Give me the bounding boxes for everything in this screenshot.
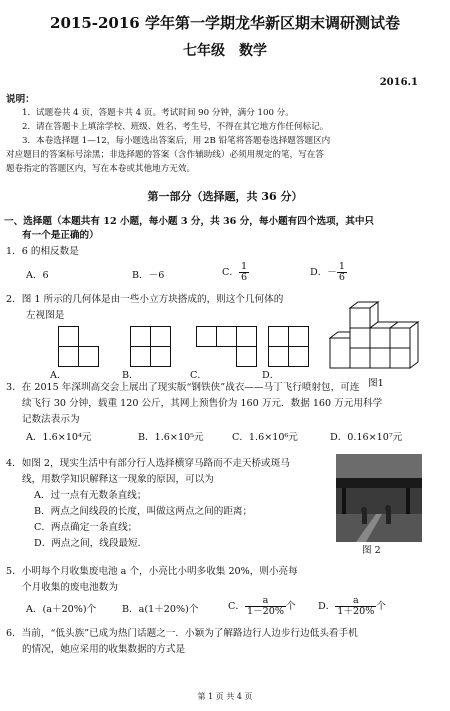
question-6-line2: 的情况，她应采用的收集数据的方式是 (22, 644, 186, 655)
note-item: 3．本卷选择题 1—12，每小题选出答案后，用 2B 铅笔将答题卷选择题答题区内 (22, 136, 331, 146)
question-2-stem-cont: 左视图是 (26, 310, 65, 321)
question-5-line2: 个月收集的废电池数为 (22, 582, 118, 593)
figure-1-label: 图1 (368, 378, 384, 389)
section-instructions: 一、选择题（本题共有 12 小题，每小题 3 分，共 36 分，每小题有四个选项，其中只 (4, 216, 375, 227)
q1-option-d: D．－ $\frac{1}{6}$ (310, 261, 345, 284)
note-item: 对应题目的答案标号涂黑；非选择题的答案（含作辅助线）必须用规定的笔，写在答 (6, 150, 324, 160)
q2-figure-1-cubes (326, 300, 436, 378)
q3-option-a: A．1.6×10⁴元 (26, 432, 92, 443)
question-3-line2: 续飞行 30 分钟，载重 120 公斤，其网上预售价为 160 万元．数据 160 万元用科学 (22, 398, 383, 409)
q3-option-c: C．1.6×10⁶元 (232, 432, 298, 443)
q5-option-c: C． $\frac{a}{1-20\%}$ 个 (228, 595, 296, 618)
q2-label-a: A． (50, 370, 67, 381)
figure-2-photo (336, 454, 422, 542)
q3-option-d: D．0.16×10⁷元 (330, 432, 403, 443)
section-instructions-cont: 有一个是正确的） (22, 230, 99, 241)
question-2-stem: 2．图 1 所示的几何体是由一些小立方块搭成的，则这个几何体的 (6, 294, 284, 305)
question-6-line1: 6．当前，“低头族”已成为热门话题之一．小颖为了解路边行人边步行边低头看手机 (6, 628, 358, 639)
exam-date: 2016.1 (379, 77, 418, 88)
question-5-line1: 5．小明每个月收集废电池 a 个，小亮比小明多收集 20%，则小亮每 (6, 566, 298, 577)
figure-2-label: 图 2 (362, 545, 381, 556)
exam-subtitle: 七年级 数学 (183, 43, 267, 59)
q2-label-d: D． (262, 370, 280, 381)
q4-option-c: C．两点确定一条直线； (34, 522, 138, 533)
note-item: 2．请在答题卡上填涂学校、班级、姓名、考生号，不得在其它地方作任何标记。 (22, 122, 329, 132)
q5-option-b: B．a(1＋20%)个 (122, 604, 199, 615)
q2-label-b: B． (122, 370, 139, 381)
notes-heading: 说明： (6, 94, 35, 105)
q4-option-b: B．两点之间线段的长度，叫做这两点之间的距离； (34, 506, 253, 517)
q1-option-c: C． $\frac{1}{6}$ (222, 261, 248, 284)
q5-option-d: D． $\frac{a}{1+20\%}$ 个 (318, 595, 386, 618)
q5-option-a: A．(a＋20%)个 (26, 604, 97, 615)
question-3-line3: 记数法表示为 (22, 414, 80, 425)
q4-option-d: D．两点之间，线段最短． (34, 538, 148, 549)
part-title: 第一部分（选择题，共 36 分） (147, 190, 303, 203)
exam-title: 2015-2016 学年第一学期龙华新区期末调研测试卷 (50, 14, 400, 32)
q3-option-b: B．1.6×10⁵元 (138, 432, 204, 443)
q1-option-b: B．－6 (132, 270, 165, 281)
page-footer: 第 1 页 共 4 页 (197, 692, 253, 701)
note-item: 题卷指定的答题区内，写在本卷或其他地方无效。 (6, 164, 196, 174)
q2-label-c: C． (190, 370, 207, 381)
q1-option-a: A．6 (26, 270, 49, 281)
question-1-stem: 1．6 的相反数是 (6, 246, 79, 257)
note-item: 1．试题卷共 4 页，答题卡共 4 页。考试时间 90 分钟，满分 100 分。 (22, 108, 294, 118)
question-3-line1: 3．在 2015 年深圳高交会上展出了现实版“钢铁侠”战衣——马丁飞行喷射包，可连 (6, 382, 360, 393)
q4-option-a: A．过一点有无数条直线； (34, 490, 147, 501)
question-4-line2: 线，用数学知识解释这一现象的原因，可以为 (22, 474, 214, 485)
question-4-line1: 4．如图 2，现实生活中有部分行人选择横穿马路而不走天桥或斑马 (6, 458, 290, 469)
